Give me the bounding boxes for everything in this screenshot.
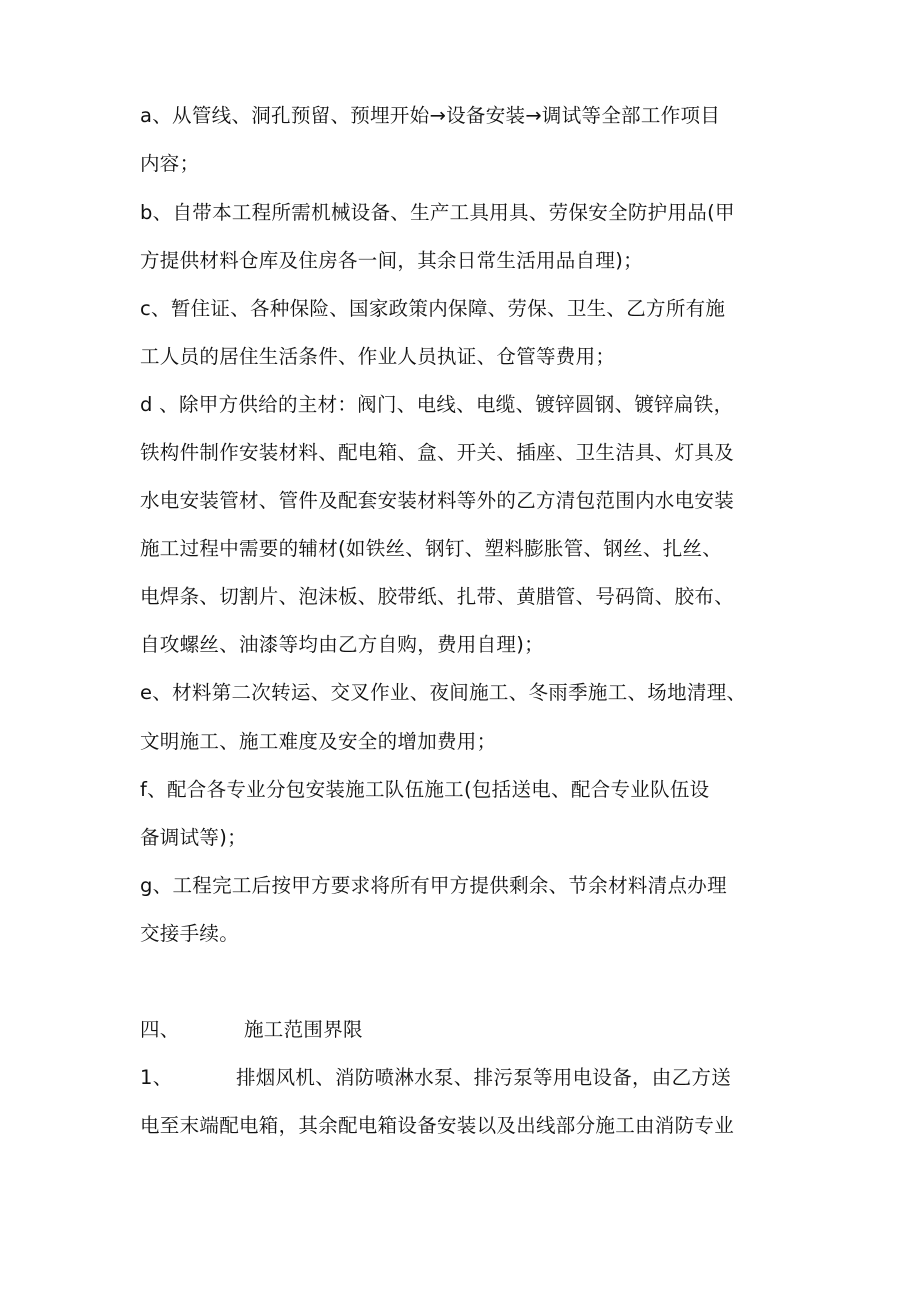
paragraph-line: 方提供材料仓库及住房各一间，其余日常生活用品自理)； [140, 249, 643, 272]
paragraph-line: 电焊条、切割片、泡沫板、胶带纸、扎带、黄腊管、号码筒、胶布、 [140, 585, 735, 608]
item-number: 1、 [140, 1066, 173, 1089]
paragraph-line: g、工程完工后按甲方要求将所有甲方提供剩余、节余材料清点办理 [140, 874, 727, 897]
paragraph-line: d 、除甲方供给的主材：阀门、电线、电缆、镀锌圆钢、镀锌扁铁， [140, 393, 734, 416]
paragraph-line: 电至末端配电箱，其余配电箱设备安装以及出线部分施工由消防专业 [140, 1114, 735, 1137]
item-text: 排烟风机、消防喷淋水泵、排污泵等用电设备，由乙方送 [236, 1066, 732, 1089]
paragraph-line: 内容； [140, 152, 200, 175]
paragraph-line: a、从管线、洞孔预留、预埋开始→设备安装→调试等全部工作项目 [140, 104, 721, 127]
paragraph-line: 水电安装管材、管件及配套安装材料等外的乙方清包范围内水电安装 [140, 489, 735, 512]
section-number: 四、 [140, 1018, 180, 1041]
paragraph-line: 备调试等)； [140, 826, 247, 849]
paragraph-line: f、配合各专业分包安装施工队伍施工(包括送电、配合专业队伍设 [140, 778, 710, 801]
section-title: 施工范围界限 [244, 1018, 363, 1041]
paragraph-line: c、暂住证、各种保险、国家政策内保障、劳保、卫生、乙方所有施 [140, 297, 726, 320]
paragraph-line: 交接手续。 [140, 922, 240, 945]
paragraph-line: 自攻螺丝、油漆等均由乙方自购，费用自理)； [140, 633, 544, 656]
paragraph-line: 铁构件制作安装材料、配电箱、盒、开关、插座、卫生洁具、灯具及 [140, 441, 735, 464]
paragraph-line: 工人员的居住生活条件、作业人员执证、仓管等费用； [140, 345, 616, 368]
paragraph-line: 文明施工、施工难度及安全的增加费用； [140, 730, 497, 753]
paragraph-line: 施工过程中需要的辅材(如铁丝、钢钉、塑料膨胀管、钢丝、扎丝、 [140, 537, 723, 560]
paragraph-line: b、自带本工程所需机械设备、生产工具用具、劳保安全防护用品(甲 [140, 201, 735, 224]
section-heading [140, 1018, 780, 1042]
paragraph-line: e、材料第二次转运、交叉作业、夜间施工、冬雨季施工、场地清理、 [140, 681, 747, 704]
list-item [140, 1066, 780, 1090]
